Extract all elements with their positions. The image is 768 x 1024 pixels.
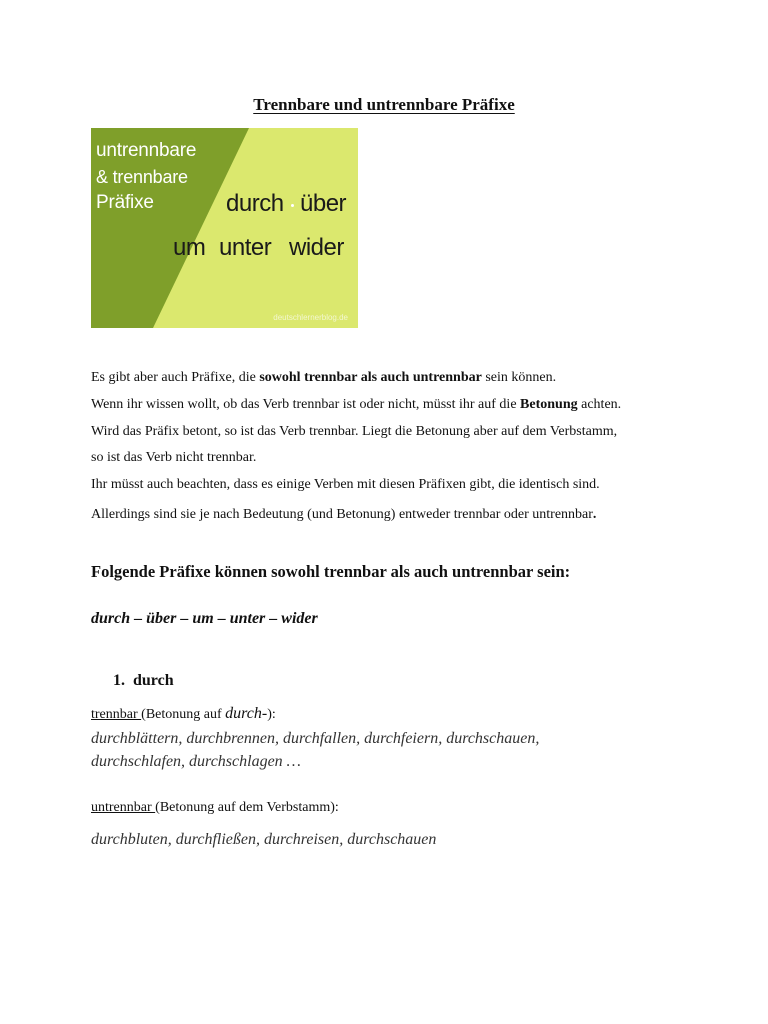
intro-paragraph-4: so ist das Verb nicht trennbar.	[91, 450, 257, 465]
banner-line-2: & trennbare	[96, 167, 188, 187]
banner-site: deutschlernerblog.de	[273, 313, 348, 322]
section-heading: Folgende Präfixe können sowohl trennbar als auch untrennbar sein:	[91, 562, 571, 581]
trennbar-note: ):	[267, 707, 276, 722]
banner-word-wider: wider	[289, 234, 344, 261]
section-title	[113, 672, 174, 690]
intro-text: Allerdings sind sie je nach Bedeutung (und Betonung) entweder trennbar oder untrennbar	[91, 507, 593, 522]
untrennbar-note: (Betonung auf dem Verbstamm):	[155, 800, 339, 815]
banner-line-3: Präfixe	[96, 192, 154, 213]
intro-bold: Betonung	[520, 397, 578, 412]
untrennbar-term: untrennbar	[91, 800, 156, 815]
untrennbar-label	[91, 800, 339, 816]
intro-paragraph-2	[91, 397, 691, 413]
trennbar-note-italic: durch-	[225, 705, 268, 722]
intro-paragraph-6	[91, 507, 691, 523]
trennbar-term: trennbar	[91, 707, 142, 722]
intro-text: sein können.	[481, 370, 557, 385]
trennbar-examples-line-2: durchschlafen, durchschlagen …	[91, 753, 301, 770]
section-number: 1.	[113, 672, 125, 689]
intro-text: achten.	[577, 397, 622, 412]
banner-word-durch: durch	[226, 190, 284, 217]
untrennbar-examples: durchbluten, durchfließen, durchreisen, durchschauen	[91, 831, 437, 848]
trennbar-note: (Betonung auf	[141, 707, 226, 722]
intro-bold: sowohl trennbar als auch untrennbar	[259, 370, 482, 385]
banner-line-1: untrennbare	[96, 140, 197, 161]
intro-paragraph-1	[91, 370, 691, 386]
banner-word-ueber: über	[300, 190, 347, 217]
banner-word-um: um	[173, 234, 206, 261]
intro-bold: .	[592, 507, 597, 522]
intro-text: Wenn ihr wissen wollt, ob das Verb trennbar ist oder nicht, müsst ihr auf die	[91, 397, 521, 412]
trennbar-examples-line-1: durchblättern, durchbrennen, durchfallen, durchfeiern, durchschauen,	[91, 730, 540, 747]
prefix-list: durch – über – um – unter – wider	[91, 610, 318, 627]
section-name: durch	[133, 672, 174, 689]
intro-text: Es gibt aber auch Präfixe, die	[91, 370, 260, 385]
intro-paragraph-3: Wird das Präfix betont, so ist das Verb trennbar. Liegt die Betonung aber auf dem Verbstamm,	[91, 424, 618, 439]
intro-paragraph-5: Ihr müsst auch beachten, dass es einige Verben mit diesen Präfixen gibt, die identisch sind.	[91, 477, 600, 492]
banner-image	[91, 128, 358, 328]
trennbar-examples	[91, 727, 539, 773]
banner-dot	[291, 204, 294, 207]
trennbar-label	[91, 705, 276, 723]
banner-word-unter: unter	[219, 234, 272, 261]
page-title: Trennbare und untrennbare Präfixe	[253, 95, 515, 114]
